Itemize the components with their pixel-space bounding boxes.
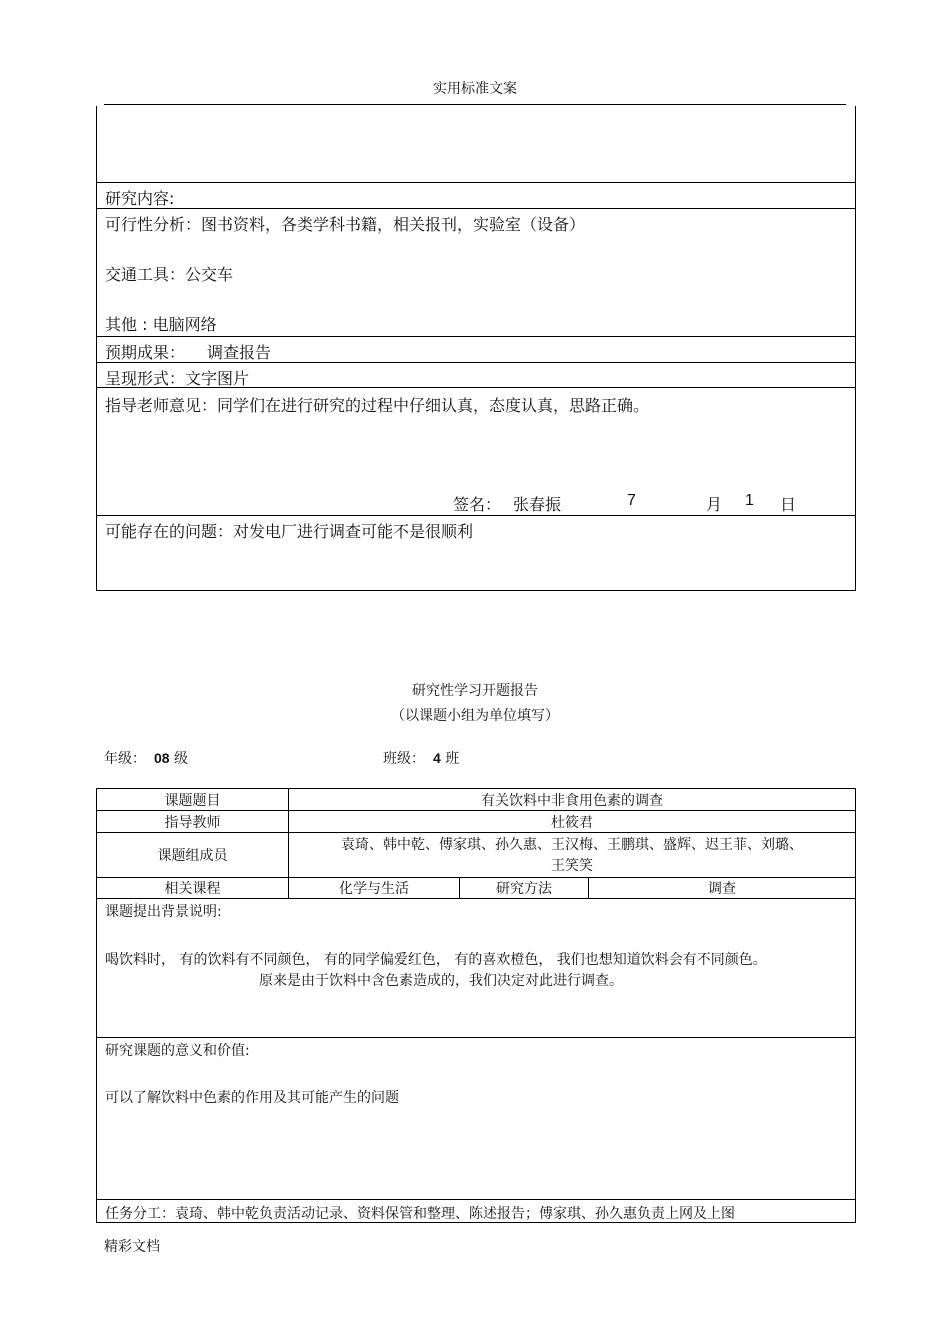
other-text: 其他 : 电脑网络	[105, 315, 217, 334]
expected-results	[105, 340, 271, 363]
course-value: 化学与生活	[339, 881, 409, 897]
row-divider	[97, 1037, 855, 1038]
row-divider	[97, 336, 855, 337]
row-divider	[97, 1199, 855, 1200]
class-line	[383, 748, 459, 768]
research-content-label: 研究内容:	[105, 189, 175, 208]
row-divider	[97, 182, 855, 183]
report-title: 研究性学习开题报告	[412, 683, 538, 699]
plan-table	[96, 106, 856, 591]
row-divider	[97, 387, 855, 388]
row-divider	[97, 832, 855, 833]
day-number: 1	[745, 492, 754, 509]
signature-name: 张春振	[513, 495, 562, 514]
problems-text: 可能存在的问题：对发电厂进行调查可能不是很顺利	[105, 522, 474, 541]
class-label: 班级：	[383, 751, 425, 767]
advisor-value: 杜筱君	[551, 815, 593, 831]
row-divider	[97, 898, 855, 899]
grade-value: 08	[154, 750, 170, 766]
tasks-text: 任务分工：袁琦、韩中乾负责活动记录、资料保管和整理、陈述报告；傅家琪、孙久惠负责上网及上图	[105, 1206, 735, 1222]
members-label: 课题组成员	[157, 848, 228, 864]
report-subtitle: （以课题小组为单位填写）	[391, 708, 559, 724]
transport-text: 交通工具：公交车	[105, 265, 234, 284]
day-unit: 日	[780, 495, 797, 514]
presentation-text: 呈现形式：文字图片	[105, 369, 250, 388]
members-line-1: 袁琦、韩中乾、傅家琪、孙久惠、王汉梅、王鹏琪、盛辉、迟王菲、刘璐、	[341, 837, 803, 853]
grade-unit: 级	[174, 751, 189, 767]
class-unit: 班	[445, 751, 460, 767]
members-line-2: 王笑笑	[551, 858, 593, 874]
topic-value: 有关饮料中非食用色素的调查	[481, 793, 663, 809]
course-label: 相关课程	[164, 881, 221, 897]
method-label: 研究方法	[496, 881, 552, 897]
topic-label: 课题题目	[164, 793, 221, 809]
expected-value: 调查报告	[207, 343, 272, 362]
header-rule	[104, 104, 846, 105]
background-label: 课题提出背景说明:	[105, 904, 222, 920]
grade-label: 年级：	[104, 751, 146, 767]
month-number: 7	[627, 492, 636, 509]
teacher-opinion-text: 指导老师意见：同学们在进行研究的过程中仔细认真，态度认真，思路正确。	[105, 396, 650, 415]
proposal-table	[96, 788, 856, 1223]
method-value: 调查	[708, 881, 736, 897]
row-divider	[97, 362, 855, 363]
advisor-label: 指导教师	[164, 815, 221, 831]
background-line-1: 喝饮料时， 有的饮料有不同颜色， 有的同学偏爱红色， 有的喜欢橙色， 我们也想知道饮料会有不同颜色。	[105, 952, 767, 968]
background-line-2: 原来是由于饮料中含色素造成的，我们决定对此进行调查。	[259, 973, 623, 989]
class-value: 4	[433, 750, 441, 766]
row-divider	[97, 515, 855, 516]
page-header-title: 实用标准文案	[433, 81, 517, 97]
significance-text: 可以了解饮料中色素的作用及其可能产生的问题	[105, 1090, 399, 1106]
footer-text: 精彩文档	[104, 1239, 160, 1255]
feasibility-text: 可行性分析：图书资料，各类学科书籍，相关报刊，实验室（设备）	[105, 215, 586, 234]
significance-label: 研究课题的意义和价值:	[105, 1043, 250, 1059]
grade-line	[104, 748, 188, 768]
row-divider	[97, 810, 855, 811]
expected-label: 预期成果：	[105, 343, 186, 362]
month-unit: 月	[706, 495, 723, 514]
row-divider	[97, 208, 855, 209]
signature-label: 签名：	[453, 495, 502, 514]
